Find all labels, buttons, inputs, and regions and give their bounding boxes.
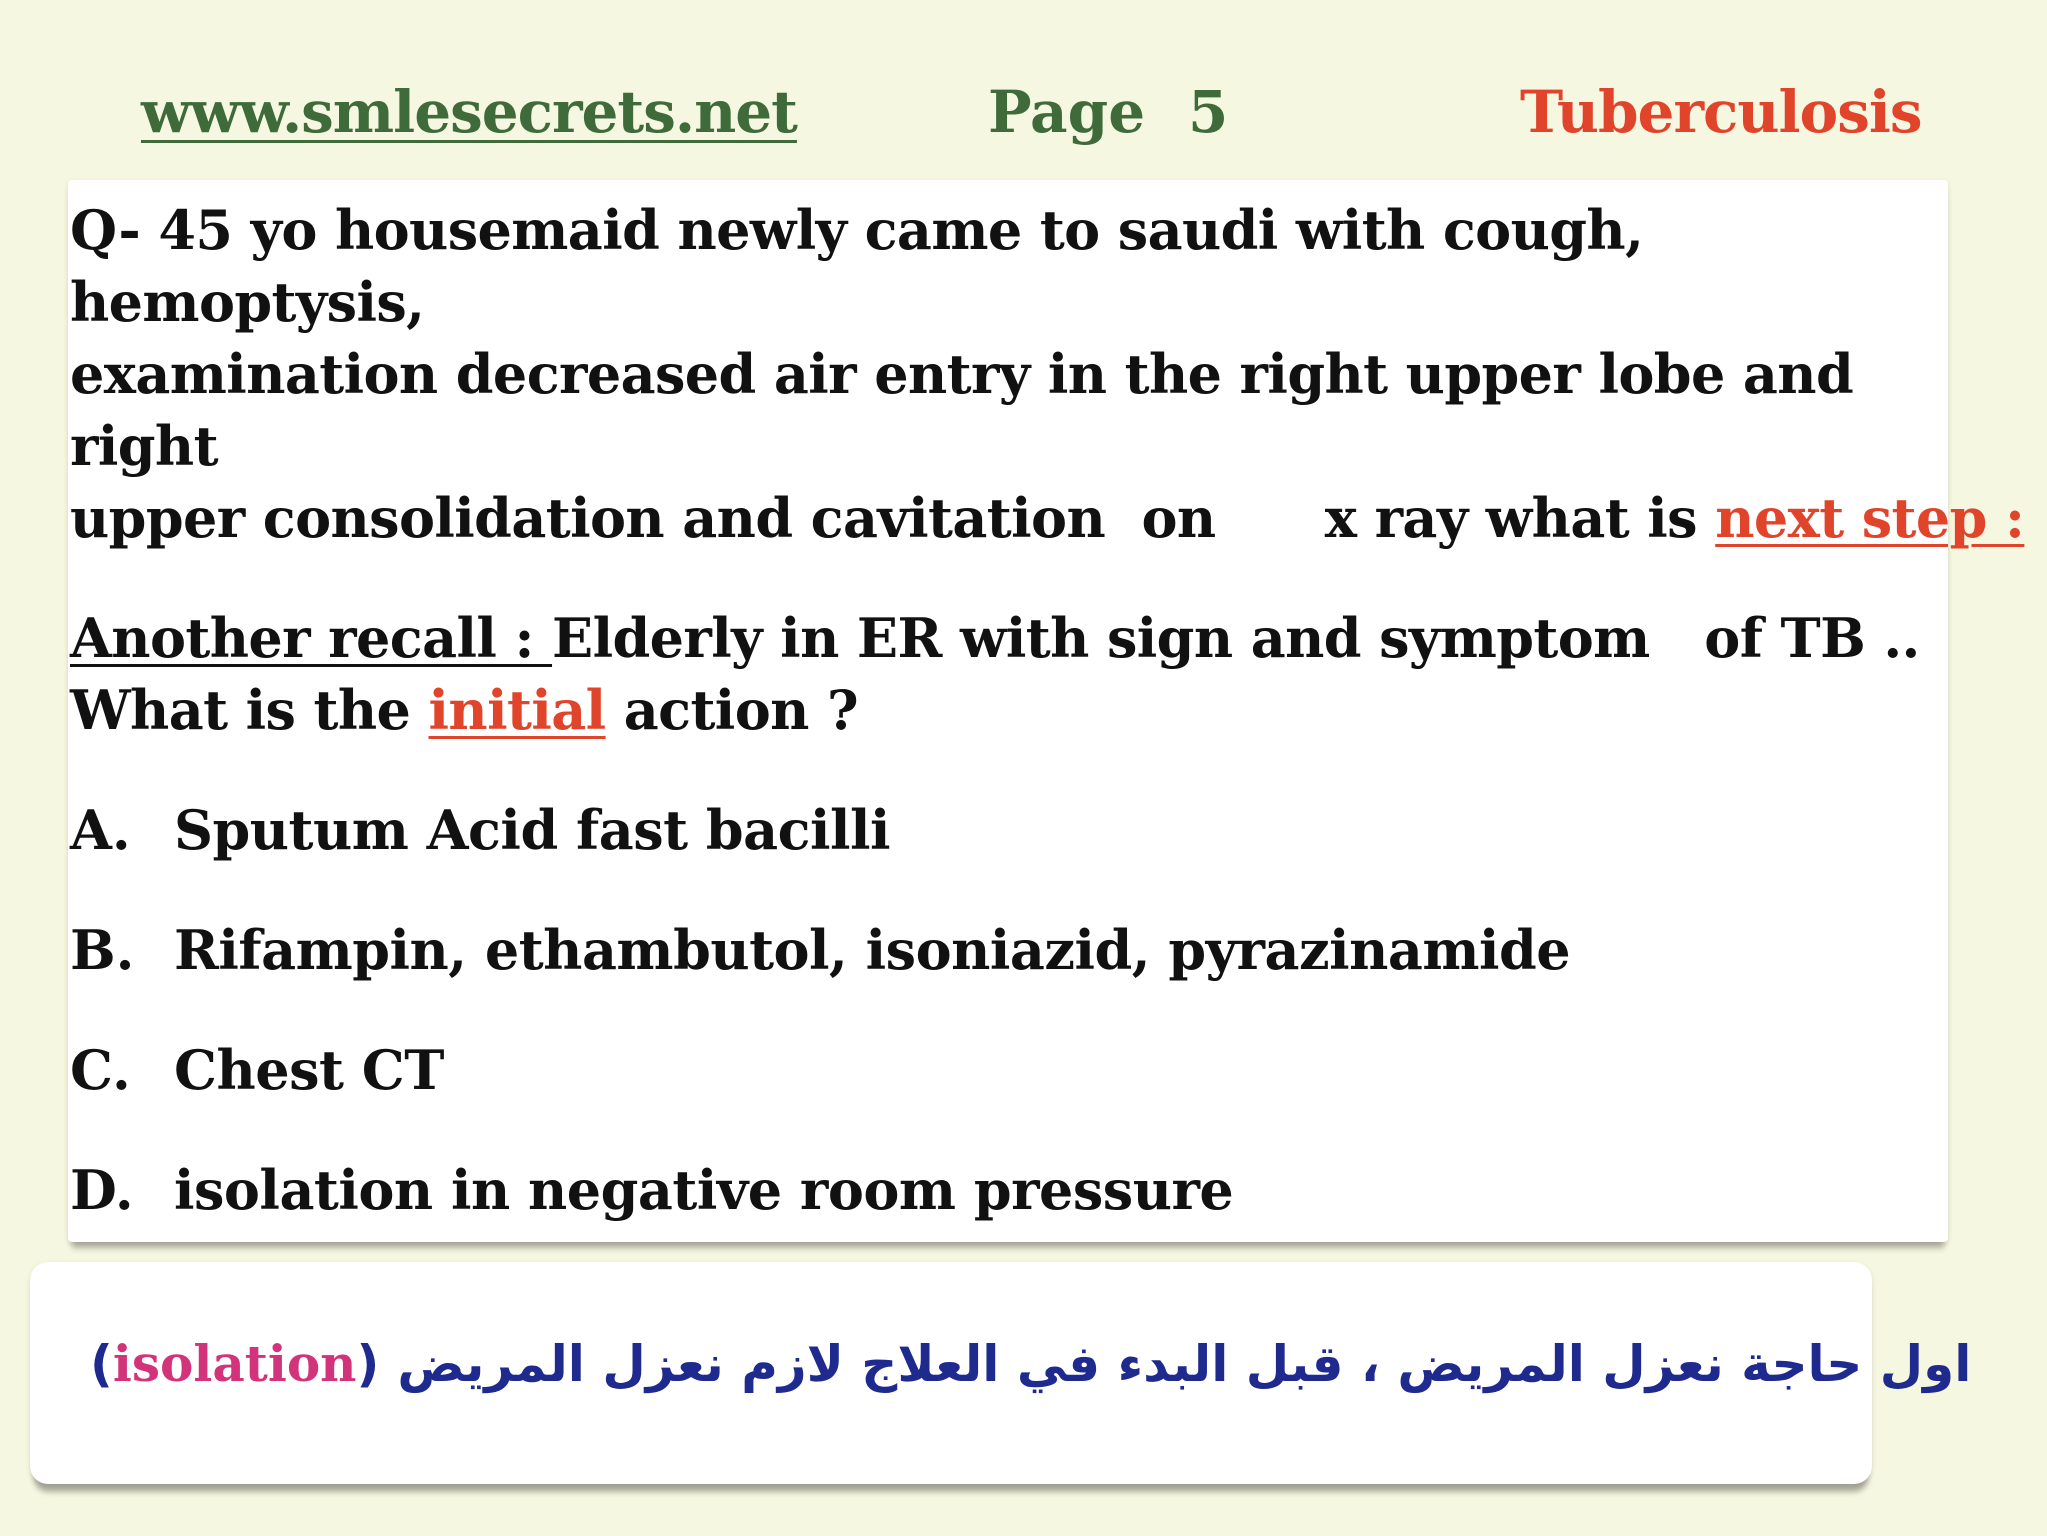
question-line-2: examination decreased air entry in the right upper lobe and right [70, 342, 1854, 478]
site-link[interactable]: www.smlesecrets.net [141, 78, 797, 146]
option-d [70, 1154, 1940, 1226]
next-step-highlight: next step : [1715, 486, 2025, 550]
option-letter: C. [70, 1038, 131, 1102]
question-line-3 [70, 482, 2025, 554]
note-arabic-text: اول حاجة نعزل المريض ، قبل البدء في العلاج لازم نعزل المريض [397, 1335, 1972, 1393]
answer-options [70, 794, 1940, 1226]
recall-line-2-prefix: What is the [70, 678, 429, 742]
option-text: Sputum Acid fast bacilli [174, 798, 891, 862]
note-isolation-word: isolation [112, 1334, 357, 1393]
option-c [70, 1034, 1940, 1106]
recall-line-2 [70, 674, 1940, 746]
option-letter: D. [70, 1158, 134, 1222]
recall-line-1-text: Elderly in ER with sign and symptom of TB .. [552, 606, 1920, 670]
another-recall [70, 602, 1940, 746]
option-text: Rifampin, ethambutol, isoniazid, pyrazinamide [174, 918, 1571, 982]
note-close-paren: ) [356, 1335, 380, 1393]
question-text [70, 194, 2025, 554]
option-letter: A. [70, 798, 131, 862]
recall-label: Another recall : [70, 606, 553, 670]
option-letter: B. [70, 918, 135, 982]
option-text: Chest CT [174, 1038, 444, 1102]
question-card-content [70, 194, 2025, 1346]
topic-title: Tuberculosis [1520, 78, 1922, 146]
recall-line-1 [70, 602, 1940, 674]
question-card [68, 180, 2025, 1242]
explanation-card [30, 1262, 1972, 1484]
initial-highlight: initial [428, 678, 606, 742]
question-line-1: Q- 45 yo housemaid newly came to saudi with cough, hemoptysis, [70, 198, 1644, 334]
question-line-3-prefix: upper consolidation and cavitation on x ray what is [70, 486, 1716, 550]
option-a [70, 794, 1940, 866]
option-b [70, 914, 1940, 986]
option-text: isolation in negative room pressure [174, 1158, 1234, 1222]
page-number: 5 [1188, 78, 1229, 146]
page-label: Page [988, 78, 1146, 146]
recall-line-2-suffix: action ? [605, 678, 859, 742]
explanation-note [90, 1332, 1972, 1396]
note-open-paren: ( [90, 1335, 113, 1393]
page-header [0, 78, 2047, 154]
